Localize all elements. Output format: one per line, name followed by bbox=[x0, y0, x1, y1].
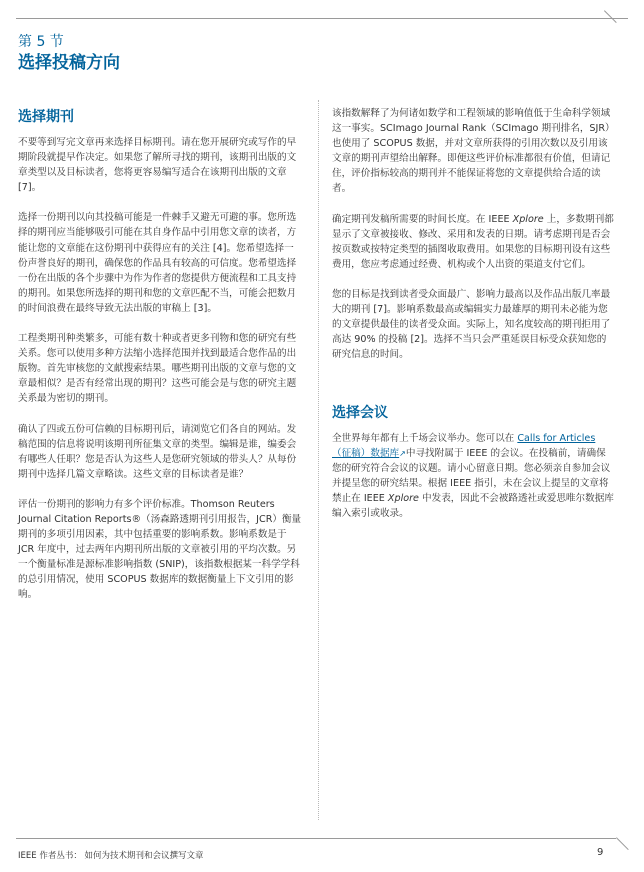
page-title: 选择投稿方向 bbox=[18, 53, 120, 73]
header-corner-accent bbox=[604, 10, 617, 23]
journals-paragraph-6: 该指数解释了为何诸如数学和工程领域的影响值低于生命科学领域这一事实。SCImago Journal Rank（SCImago 期刊排名，SJR）也使用了 SCOPUS 数据，并对文章所获得的引用次数以及引用该文章的期刊声望给出解释。即便这些评价标准都很有价值，但请记住，评价指标较高的期刊并不能保证将您的文章提供给合适的读者。 bbox=[332, 108, 611, 195]
journals-paragraph-4: 确认了四或五份可信赖的目标期刊后，请浏览它们各自的网站。发稿范围的信息将说明该期刊所征集文章的类型。编辑是谁，编委会有哪些人任职？您是否认为这些人是您研究领域的带头人？从每份期刊中选择几篇文章略读。这些文章的目标读者是谁？ bbox=[18, 423, 297, 480]
journals-paragraph-3: 工程类期刊种类繁多，可能有数十种或者更多刊物和您的研究有些关系。您可以使用多种方法缩小选择范围并找到最适合您作品的出版物。首先审核您的文献搜索结果。哪些期刊出版的文章与您的文章最相似？是否有经常出现的期刊？这些可能会是与您的研究主题关系最为密切的期刊。 bbox=[18, 333, 297, 405]
journals-p1-end: 。 bbox=[31, 182, 42, 194]
conferences-heading: 选择会议 bbox=[332, 405, 388, 421]
conferences-paragraph-1 bbox=[332, 431, 614, 522]
left-column bbox=[18, 109, 302, 618]
journals-paragraph-5: 评估一份期刊的影响力有多个评价标准。Thomson Reuters Journal Citation Reports®（汤森路透期刊引用报告，JCR）衡量期刊的多项引用因素，其中包括重要的影响系数。影响系数是于 JCR 年度中，过去两年内期刊所出版的文章被引用的平均次数。另一个衡量标准是源标准影响指数 (SNIP)，该指数根据某一科学学科的总引用情况，使用 SCOPUS 数据库的数据衡量上下文引用的影响。 bbox=[18, 498, 302, 601]
journals-paragraph-8: 您的目标是找到读者受众面最广、影响力最高以及作品出版几率最大的期刊 [7]。影响系数最高或编辑实力最雄厚的期刊未必能为您的文章提供最佳的读者受众面。实际上，知名度较高的期刊拒用了高达 90% 的投稿 [2]。选择不当只会严重延误目标受众获知您的研究信息的时间。 bbox=[332, 288, 611, 361]
journals-paragraph-7 bbox=[332, 212, 614, 272]
conferences-section bbox=[332, 405, 614, 537]
conferences-p1-end: 中发表，因此不会被路透社或爱思唯尔数据库编入索引或收录。 bbox=[332, 493, 614, 520]
conferences-p1-text: 全世界每年都有上千场会议举办。您可以在 bbox=[332, 433, 518, 444]
footer-corner-accent bbox=[616, 837, 629, 850]
header-rule bbox=[16, 18, 628, 19]
journals-p1-text: 不要等到写完文章再来选择目标期刊。请在您开展研究或写作的早期阶段就提早作决定。如果您了解所寻找的期刊，该期刊出版的文章类型以及目标读者，您将更容易编写适合在该期刊出版的文章 bbox=[18, 137, 297, 179]
footer-title: IEEE 作者丛书： 如何为技术期刊和会议撰写文章 bbox=[18, 851, 204, 861]
section-number: 第 5 节 bbox=[18, 34, 64, 50]
journals-p7-text: 确定期刊发稿所需要的时间长度。在 IEEE bbox=[332, 213, 513, 225]
conferences-p1-middle: 中寻找附属于 IEEE 的会议。在投稿前，请确保您的研究符合会议的议题。请小心留意日期。您必须亲自参加会议并提呈您的研究结果。根据 IEEE 指引，未在会议上提呈的文章将禁止在 IEEE bbox=[332, 448, 611, 505]
external-link-icon[interactable]: ↗ bbox=[399, 449, 406, 459]
journals-heading: 选择期刊 bbox=[18, 109, 74, 125]
column-divider bbox=[318, 100, 319, 820]
journals-p7-end: 上，多数期刊都显示了文章被接收、修改、采用和发表的日期。请考虑期刊是否会按页数或按特定类型的插图收取费用。如果您的目标期刊设有这些费用，您应考虑通过经费、机构或个人出资的渠道支付它们。 bbox=[332, 213, 614, 270]
footer-rule bbox=[16, 838, 616, 839]
xplore-term: Xplore bbox=[387, 493, 419, 505]
journals-paragraph-1 bbox=[18, 135, 302, 195]
page-number: 9 bbox=[597, 847, 604, 858]
calls-for-articles-link[interactable]: Calls for Articles（征稿）数据库 bbox=[332, 433, 596, 460]
citation-ref: [7] bbox=[18, 182, 32, 194]
journals-paragraph-2: 选择一份期刊以向其投稿可能是一件棘手又避无可避的事。您所选择的期刊应当能够吸引可能在其自身作品中引用您文章的读者，方能让您的文章能在这份期刊中获得应有的关注 [4]。您希望选择一份声誉良好的期刊，确保您的作品具有较高的可信度。您希望选择一份在出版的各个步骤中为作为作者的您提供方便流程和工具支持的期刊。如果您所选择的期刊和您的文章匹配不当，可能会把数月的时间浪费在最终导致无法出版的审稿上 [3]。 bbox=[18, 212, 297, 314]
right-column bbox=[332, 106, 614, 377]
xplore-term: Xplore bbox=[512, 213, 544, 225]
